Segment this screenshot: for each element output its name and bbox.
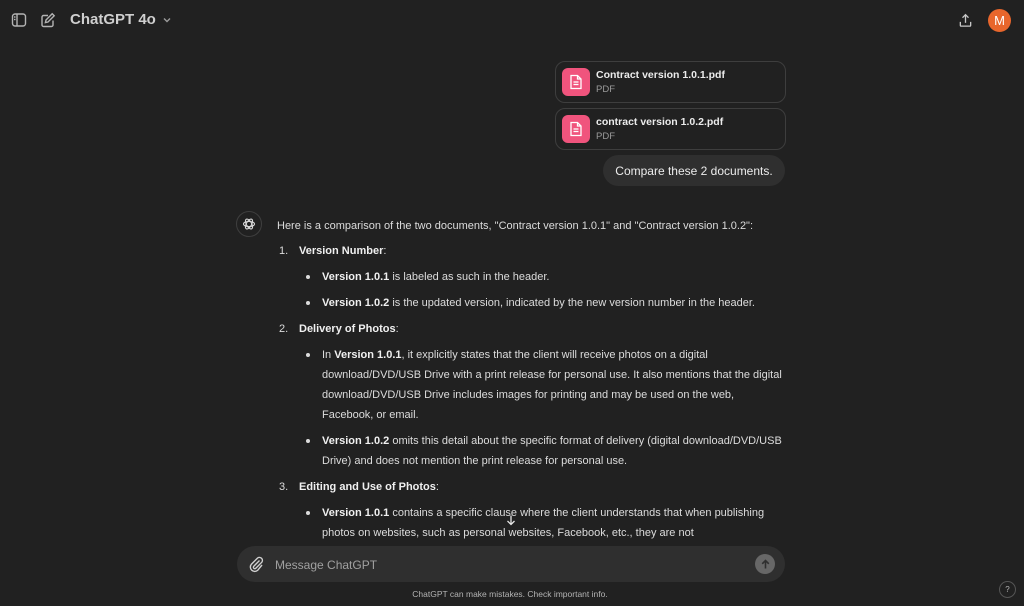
user-message-text: Compare these 2 documents. [615,163,773,178]
chevron-down-icon [162,15,172,25]
model-name: ChatGPT 4o [70,11,156,28]
point-number: 2. [279,323,289,335]
bullet-text: omits this detail about the specific format of delivery (digital download/DVD/USB Drive) and does not mention the print release for personal use. [322,435,782,467]
send-button[interactable] [755,554,775,574]
message-input[interactable] [273,554,747,576]
bullet-text: , it explicitly states that the client will receive photos on a digital download/DVD/USB Drive with a print release for personal use. It also mentions that the digital download/DVD/USB Drive includes images for printing and may be used on the web, Facebook, or email. [322,349,782,421]
point-title: Delivery of Photos [299,323,396,335]
share-button[interactable] [956,11,974,29]
bullet-text: contains a specific clause where the client understands that when publishing photos on websites, such as personal websites, Facebook, etc., they are not [322,507,765,539]
scroll-to-bottom-button[interactable] [503,512,519,528]
bullet-item [299,267,785,287]
point-number: 3. [279,481,289,493]
arrow-down-icon [505,514,517,526]
bullet-item [299,503,785,541]
user-message-bubble [603,155,785,186]
attachment-filename: contract version 1.0.2.pdf [596,116,724,128]
bullet-bold: Version 1.0.2 [322,297,390,309]
pdf-file-icon-tile [562,115,590,143]
model-selector[interactable] [70,11,172,28]
bullet-bold: Version 1.0.2 [322,435,390,447]
point-title-suffix: : [383,245,387,257]
assistant-avatar [236,211,262,237]
bullet-bold: Version 1.0.1 [322,271,390,283]
attachment-card[interactable] [555,108,786,150]
comparison-point [277,477,785,541]
share-icon [958,13,973,28]
point-title-suffix: : [395,323,399,335]
new-chat-button[interactable] [39,11,57,29]
point-title-suffix: : [435,481,439,493]
bullet-bold: Version 1.0.1 [322,507,390,519]
disclaimer-text: ChatGPT can make mistakes. Check important info. [412,589,608,599]
document-icon [569,121,583,137]
bullet-item [299,293,785,313]
bullet-text: is the updated version, indicated by the new version number in the header. [389,297,755,309]
response-intro: Here is a comparison of the two documents, "Contract version 1.0.1" and "Contract version 1.0.2": [277,220,754,232]
paperclip-icon [247,555,265,573]
attachment-filetype: PDF [596,131,615,142]
bullet-item [299,431,785,471]
bullet-bold: Version 1.0.1 [334,349,402,361]
assistant-response [277,216,785,541]
compose-icon [40,12,56,28]
top-bar [0,0,1024,42]
help-label: ? [1005,585,1010,594]
point-title: Version Number [299,245,384,257]
avatar-initial: M [994,13,1005,28]
sidebar-toggle-icon [11,12,27,28]
bullet-prefix: In [322,349,335,361]
arrow-up-icon [760,559,771,570]
sidebar-toggle-button[interactable] [10,11,28,29]
attachment-filetype: PDF [596,84,615,95]
point-title: Editing and Use of Photos [299,481,436,493]
pdf-file-icon-tile [562,68,590,96]
help-button[interactable] [999,581,1016,598]
comparison-point [277,241,785,313]
user-avatar[interactable] [988,9,1011,32]
point-number: 1. [279,245,289,257]
attach-button[interactable] [247,555,265,573]
comparison-point [277,319,785,471]
bullet-text: is labeled as such in the header. [389,271,550,283]
attachment-card[interactable] [555,61,786,103]
message-composer [237,546,785,582]
document-icon [569,74,583,90]
attachment-filename: Contract version 1.0.1.pdf [596,69,725,81]
bullet-item [299,345,785,425]
openai-logo-icon [242,217,256,231]
